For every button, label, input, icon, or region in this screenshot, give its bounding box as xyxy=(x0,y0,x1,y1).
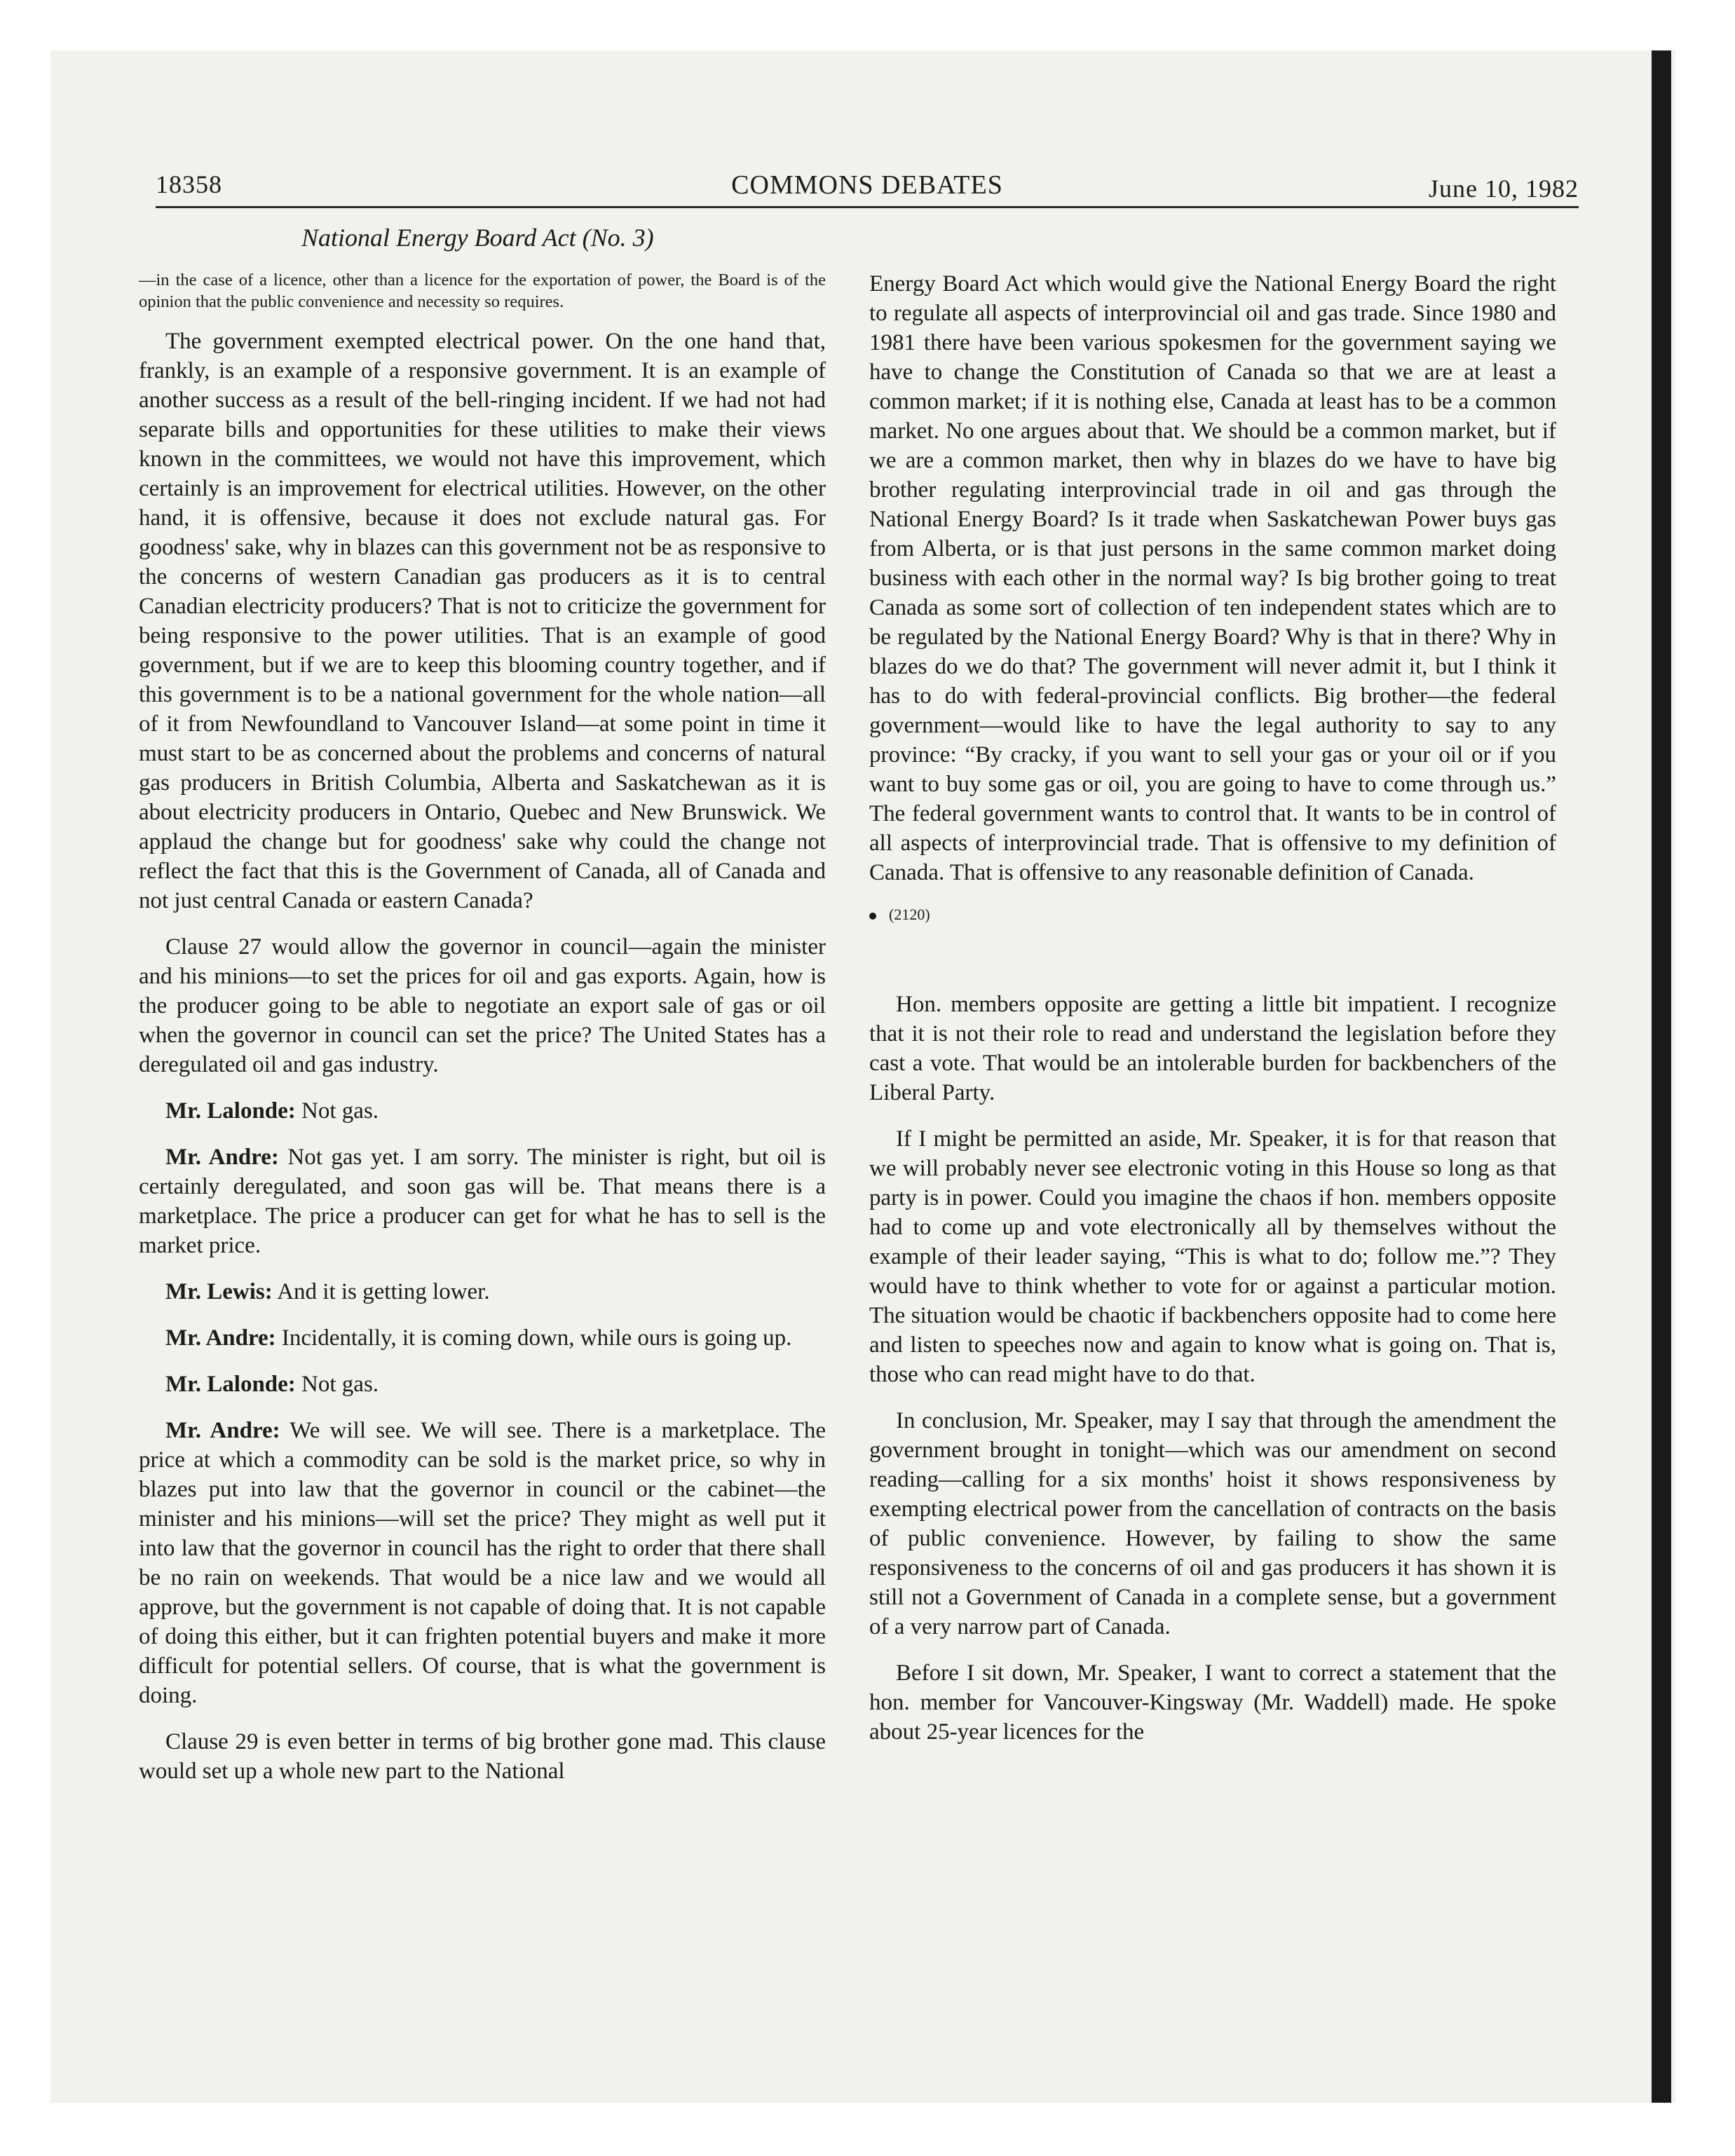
paragraph: In conclusion, Mr. Speaker, may I say that through the amendment the government brought in tonight—which was our amendment on second reading—calling for a six months' hoist it shows responsiveness by exempting electrical power from the cancellation of contracts on the basis of public convenience. However, by failing to show the same responsiveness to the concerns of oil and gas producers it has shown it is still not a Government of Canada in a complete sense, but a government of a very narrow part of Canada. xyxy=(869,1408,1556,1639)
paragraph: Before I sit down, Mr. Speaker, I want to correct a statement that the hon. member for Vancouver-Kingsway (Mr. Waddell) made. He spoke about 25-year licences for the xyxy=(869,1660,1556,1745)
speaker-name: Mr. Andre: xyxy=(165,1418,280,1443)
running-title: National Energy Board Act (No. 3) xyxy=(301,224,654,252)
speech-text: And it is getting lower. xyxy=(277,1279,490,1304)
speaker-name: Mr. Andre: xyxy=(165,1325,276,1351)
speech xyxy=(139,1416,826,1710)
timestamp-text: (2120) xyxy=(889,906,930,923)
header-rule xyxy=(156,206,1579,208)
paragraph: Clause 27 would allow the governor in council—again the minister and his minions—to set the prices for oil and gas exports. Again, how is the producer going to be able to negotiate an export sale of gas or oil when the governor in council can set the price? The United States has a deregulated oil and gas industry. xyxy=(139,934,826,1077)
speech xyxy=(139,1277,826,1306)
timestamp xyxy=(869,904,1556,925)
bullet-icon xyxy=(869,913,876,920)
scan-edge-bar xyxy=(1652,50,1671,2103)
speech xyxy=(139,1142,826,1260)
paragraph: The government exempted electrical power. On the one hand that, frankly, is an example of a responsive government. It is an example of another success as a result of the bell-ringing incident. If we had not had separate bills and opportunities for these utilities to make their views known in the committees, we would not have this improvement, which certainly is an improvement for electrical utilities. However, on the other hand, it is offensive, because it does not exclude natural gas. For goodness' sake, why in blazes can this government not be as responsive to the concerns of western Canadian gas producers as it is to central Canadian electricity producers? That is not to criticize the government for being responsive to the power utilities. That is an example of good government, but if we are to keep this blooming country together, and if this government is to be a national government for the whole nation—all of it from Newfoundland to Vancouver Island—at some point in time it must start to be as concerned about the problems and concerns of natural gas producers in British Columbia, Alberta and Saskatchewan as it is about electricity producers in Ontario, Quebec and New Brunswick. We applaud the change but for goodness' sake why could the change not reflect the fact that this is the Government of Canada, all of Canada and not just central Canada or eastern Canada? xyxy=(139,329,826,913)
paragraph: Energy Board Act which would give the National Energy Board the right to regulate all aspects of interprovincial oil and gas trade. Since 1980 and 1981 there have been various spokesmen for the government saying we have to change the Constitution of Canada so that we are at least a common market; if it is nothing else, Canada at least has to be a common market. No one argues about that. We should be a common market, but if we are a common market, then why in blazes do we have to have big brother regulating interprovincial trade in oil and gas through the National Energy Board? Is it trade when Saskatchewan Power buys gas from Alberta, or is that just persons in the same common market doing business with each other in the normal way? Is big brother going to treat Canada as some sort of collection of ten independent states which are to be regulated by the National Energy Board? Why is that in there? Why in blazes do we do that? The government will never admit it, but I think it has to do with federal-provincial conflicts. Big brother—the federal government—would like to have the legal authority to say to any province: “By cracky, if you want to sell your gas or your oil or if you want to buy some gas or oil, you are going to have to come through us.” The federal government wants to control that. It wants to be in control of all aspects of interprovincial trade. That is offensive to my definition of Canada. That is offensive to any reasonable definition of Canada. xyxy=(869,271,1556,885)
paragraph: Hon. members opposite are getting a little bit impatient. I recognize that it is not their role to read and understand the legislation before they cast a vote. That would be an intolerable burden for backbenchers of the Liberal Party. xyxy=(869,992,1556,1105)
speech xyxy=(139,1370,826,1399)
publication-title: COMMONS DEBATES xyxy=(731,170,1003,200)
quoted-clause: —in the case of a licence, other than a licence for the exportation of power, the Board is of the opinion that the public convenience and necessity so requires. xyxy=(139,271,826,311)
speech-text: Not gas. xyxy=(301,1372,379,1397)
speaker-name: Mr. Andre: xyxy=(165,1145,279,1170)
speech-text: We will see. We will see. There is a marketplace. The price at which a commodity can be sold is the market price, so why in blazes put into law that the governor in council or the cabinet—the minister and his minions—will set the price? They might as well put it into law that the governor in council has the right to order that there shall be no rain on weekends. That would be a nice law and we would all approve, but the government is not capable of doing that. It is not capable of doing this either, but it can frighten potential buyers and make it more difficult for potential sellers. Of course, that is what the government is doing. xyxy=(139,1418,826,1708)
publication-date: June 10, 1982 xyxy=(1429,175,1579,203)
left-column xyxy=(139,269,826,1803)
speech-text: Not gas. xyxy=(301,1098,379,1124)
speech xyxy=(139,1323,826,1353)
page-header xyxy=(156,170,1579,209)
speaker-name: Mr. Lalonde: xyxy=(165,1372,296,1397)
speaker-name: Mr. Lewis: xyxy=(165,1279,273,1304)
right-column xyxy=(869,269,1556,1763)
speaker-name: Mr. Lalonde: xyxy=(165,1098,296,1124)
page-number: 18358 xyxy=(156,170,222,198)
paragraph: If I might be permitted an aside, Mr. Speaker, it is for that reason that we will probably never see electronic voting in this House so long as that party is in power. Could you imagine the chaos if hon. members opposite had to come up and vote electronically all by themselves without the example of their leader saying, “This is what to do; follow me.”? They would have to think whether to vote for or against a particular motion. The situation would be chaotic if backbenchers opposite had to come here and listen to speeches now and again to know what is going on. That is, those who can read might have to do that. xyxy=(869,1126,1556,1387)
speech-text: Not gas yet. I am sorry. The minister is right, but oil is certainly deregulated, and soon gas will be. That means there is a marketplace. The price a producer can get for what he has to sell is the market price. xyxy=(139,1145,826,1258)
speech xyxy=(139,1096,826,1126)
paragraph: Clause 29 is even better in terms of big brother gone mad. This clause would set up a whole new part to the National xyxy=(139,1729,826,1784)
speech-text: Incidentally, it is coming down, while ours is going up. xyxy=(281,1325,792,1351)
